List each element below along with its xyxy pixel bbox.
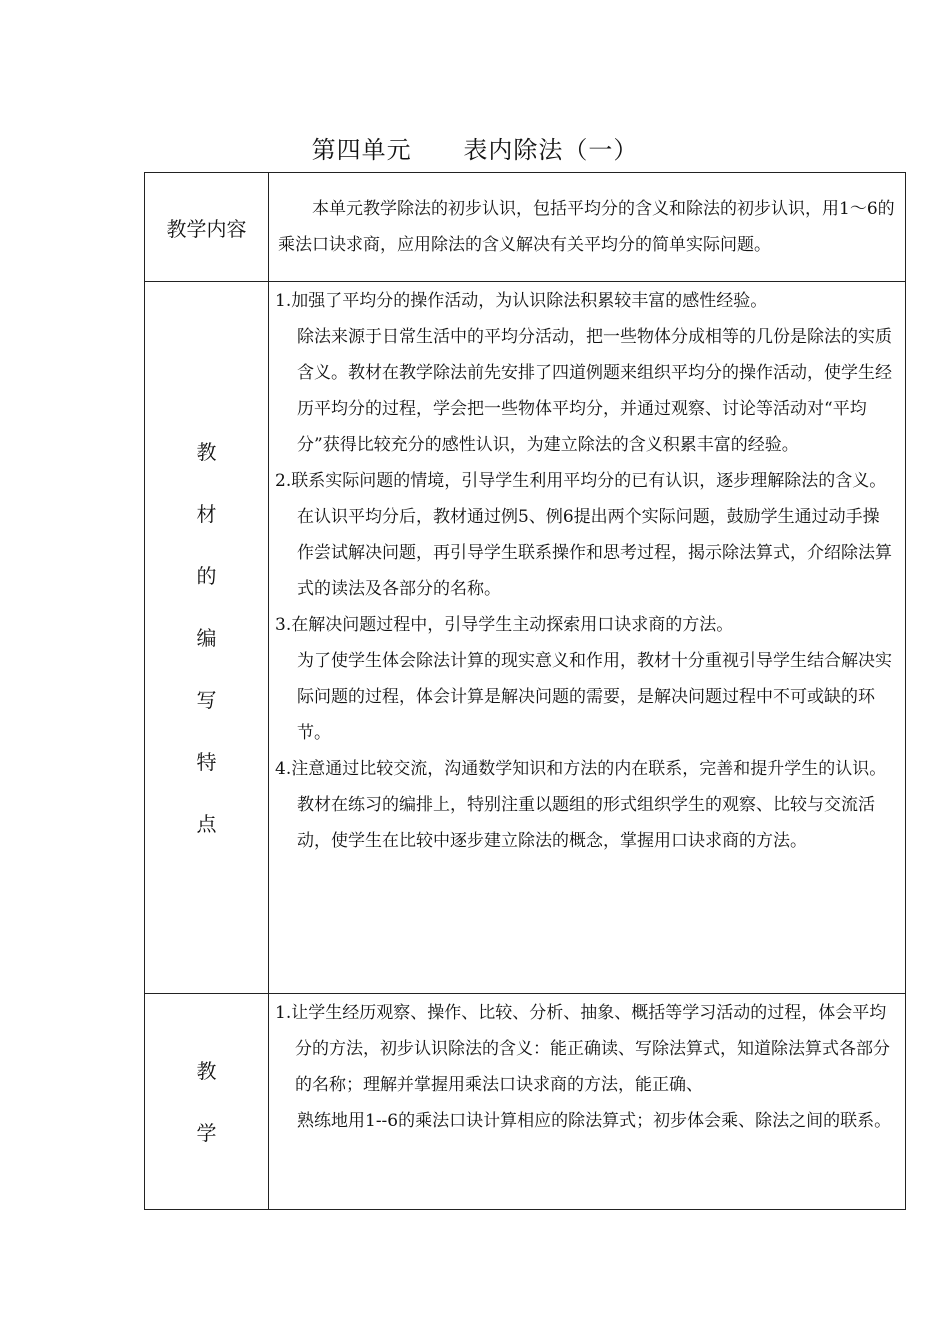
label-char: 写	[196, 687, 217, 712]
table-row-textbook-features	[145, 282, 906, 994]
feature-body-1: 除法来源于日常生活中的平均分活动，把一些物体分成相等的几份是除法的实质含义。教材在教学除法前先安排了四道例题来组织平均分的操作活动，使学生经历平均分的过程，学会把一些物体平均分，并通过观察、讨论等活动对“平均分”获得比较充分的感性认识，为建立除法的含义积累丰富的经验。	[297, 327, 892, 455]
feature-body-3: 为了使学生体会除法计算的现实意义和作用，教材十分重视引导学生结合解决实际问题的过程，体会计算是解决问题的需要，是解决问题过程中不可或缺的环节。	[297, 651, 892, 743]
teaching-goals-content	[269, 994, 906, 1210]
label-char: 教	[196, 1058, 217, 1083]
label-textbook-features	[145, 282, 269, 994]
label-char: 特	[196, 749, 217, 774]
feature-body-4: 教材在练习的编排上，特别注重以题组的形式组织学生的观察、比较与交流活动，使学生在比较中逐步建立除法的概念，掌握用口诀求商的方法。	[297, 795, 875, 851]
feature-heading-1: 1.加强了平均分的操作活动，为认识除法积累较丰富的感性经验。	[275, 291, 768, 311]
label-char: 编	[196, 625, 217, 650]
page-title: 第四单元 表内除法（一）	[311, 136, 639, 164]
lesson-plan-table	[144, 172, 906, 1210]
label-char: 材	[196, 501, 217, 526]
label-char: 点	[196, 811, 217, 836]
label-char: 学	[196, 1120, 217, 1145]
label-teaching-content: 教学内容	[145, 173, 269, 282]
goal-continuation-1: 熟练地用1--6的乘法口诀计算相应的除法算式；初步体会乘、除法之间的联系。	[297, 1111, 892, 1131]
label-char: 教	[196, 439, 217, 464]
table-row-teaching-goals	[145, 994, 906, 1210]
feature-heading-4: 4.注意通过比较交流，沟通数学知识和方法的内在联系，完善和提升学生的认识。	[275, 759, 887, 779]
label-char: 的	[196, 563, 217, 588]
label-teaching-goals	[145, 994, 269, 1210]
feature-heading-2: 2.联系实际问题的情境，引导学生利用平均分的已有认识，逐步理解除法的含义。	[275, 471, 887, 491]
teaching-content-text: 本单元教学除法的初步认识，包括平均分的含义和除法的初步认识，用1～6的乘法口诀求商，应用除法的含义解决有关平均分的简单实际问题。	[269, 173, 906, 282]
goal-heading-1: 1.让学生经历观察、操作、比较、分析、抽象、概括等学习活动的过程，体会平均分的方法，初步认识除法的含义：能正确读、写除法算式，知道除法算式各部分的名称；理解并掌握用乘法口诀求商的方法，能正确、	[275, 1003, 890, 1095]
table-row-teaching-content	[145, 173, 906, 282]
feature-heading-3: 3.在解决问题过程中，引导学生主动探索用口诀求商的方法。	[275, 615, 734, 635]
textbook-features-content	[269, 282, 906, 994]
feature-body-2: 在认识平均分后，教材通过例5、例6提出两个实际问题，鼓励学生通过动手操作尝试解决问题，再引导学生联系操作和思考过程，揭示除法算式，介绍除法算式的读法及各部分的名称。	[297, 507, 892, 599]
